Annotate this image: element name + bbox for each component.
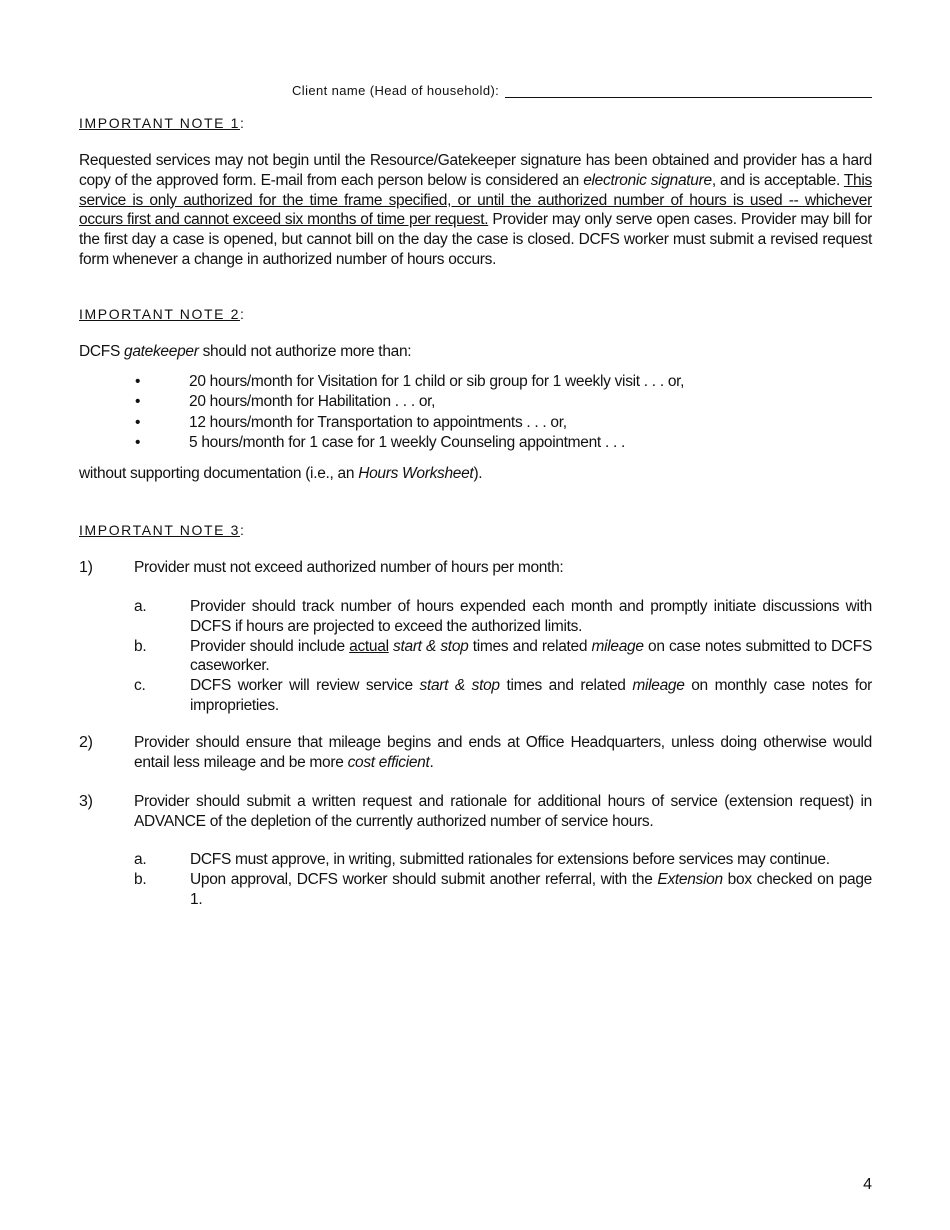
- list-item: [79, 372, 872, 392]
- note1-text-e: Provider may only serve open cases. Provider may bill for the first day a case is opened, but cannot bill on the day the case is closed. DCFS worker must submit a revised request form whenever a change in authorized number of hours occurs.: [79, 211, 872, 268]
- note3-item-1: [79, 558, 872, 578]
- sub-item-letter: a.: [134, 598, 147, 615]
- item-text: Provider must not exceed authorized number of hours per month:: [134, 559, 564, 576]
- list-item: [79, 413, 872, 433]
- page-number: 4: [863, 1176, 872, 1193]
- bullet-icon: •: [135, 434, 141, 452]
- note1-heading: IMPORTANT NOTE 1:: [79, 115, 246, 131]
- list-item: [79, 433, 872, 453]
- text-run: times and related: [468, 637, 592, 655]
- note1-text-a: Requested services may not begin until the Resource/Gatekeeper signature has been obtained and provider has a hard copy of the approved form. E-mail from each person below is considered an: [79, 152, 872, 189]
- note1-text-b: electronic signature: [583, 171, 712, 189]
- text-run: Upon approval, DCFS worker should submit another referral, with the: [190, 870, 658, 888]
- sub-item-letter: a.: [134, 851, 147, 868]
- note2-outro-b: Hours Worksheet: [358, 465, 474, 482]
- note1-text-c: , and is acceptable.: [711, 171, 844, 189]
- note1-paragraph: [79, 151, 872, 270]
- note3-heading: IMPORTANT NOTE 3:: [79, 522, 246, 538]
- sub-item-letter: c.: [134, 677, 146, 695]
- note2-outro: [79, 464, 872, 484]
- text-run: DCFS worker will review service: [190, 677, 420, 695]
- text-run-italic: start & stop: [419, 677, 500, 695]
- note3-item-3: [79, 792, 872, 832]
- sub-item-text: [190, 676, 872, 716]
- sub-item-text: DCFS must approve, in writing, submitted rationales for extensions before services may continue.: [190, 851, 830, 868]
- note2-intro: [79, 342, 872, 362]
- note3-item-1-sublist: [134, 597, 872, 716]
- note2-intro-b: gatekeeper: [124, 343, 199, 360]
- note1-heading-text: IMPORTANT NOTE 1: [79, 115, 240, 131]
- text-run: Provider should ensure that mileage begins and ends at Office Headquarters, unless doing otherwise would entail less mileage and be more: [134, 734, 872, 771]
- note2-intro-a: DCFS: [79, 343, 125, 360]
- item-text: Provider should submit a written request and rationale for additional hours of service (extension request) in ADVANCE of the depletion of the currently authorized number of service hours.: [134, 793, 872, 830]
- text-run: Provider should include: [190, 637, 350, 655]
- sub-item-letter: b.: [134, 637, 147, 655]
- sub-item-a: [134, 850, 872, 870]
- item-number: 1): [79, 559, 93, 576]
- bullet-text: 20 hours/month for Visitation for 1 child or sib group for 1 weekly visit . . . or,: [189, 373, 685, 390]
- note3-item-3-sublist: [134, 850, 872, 909]
- text-run-italic: mileage: [632, 677, 685, 695]
- note3-item-2: [79, 733, 872, 773]
- bullet-icon: •: [135, 393, 141, 411]
- text-run-underlined: actual: [349, 637, 389, 655]
- text-run-italic: start & stop: [393, 637, 469, 655]
- sub-item-b: [134, 870, 872, 910]
- sub-item-letter: b.: [134, 870, 147, 888]
- note3-heading-text: IMPORTANT NOTE 3: [79, 522, 240, 538]
- note2-intro-c: should not authorize more than:: [198, 343, 412, 360]
- text-run-italic: Extension: [657, 870, 723, 888]
- note2-outro-a: without supporting documentation (i.e., an: [79, 465, 359, 482]
- bullet-text: 5 hours/month for 1 case for 1 weekly Counseling appointment . . .: [189, 434, 625, 452]
- sub-item-c: [134, 676, 872, 716]
- bullet-icon: •: [135, 373, 141, 390]
- list-item: [79, 392, 872, 412]
- text-run: on case notes submitted to DCFS caseworker.: [190, 637, 873, 675]
- sub-item-text: [190, 870, 872, 910]
- item-number: 3): [79, 793, 93, 810]
- note2-outro-c: ).: [473, 465, 483, 482]
- sub-item-b: [134, 637, 872, 677]
- note2-bullet-list: [79, 372, 872, 454]
- note2-heading: IMPORTANT NOTE 2:: [79, 306, 246, 322]
- item-number: 2): [79, 734, 93, 751]
- sub-item-text: Provider should track number of hours expended each month and promptly initiate discussions with DCFS if hours are projected to exceed the authorized limits.: [190, 598, 872, 635]
- client-name-blank-line: [505, 82, 872, 98]
- text-run-italic: cost efficient: [347, 753, 430, 771]
- text-run: times and related: [499, 677, 633, 695]
- bullet-text: 12 hours/month for Transportation to appointments . . . or,: [189, 413, 567, 431]
- note2-heading-text: IMPORTANT NOTE 2: [79, 306, 240, 322]
- text-run: box checked on page 1.: [190, 870, 872, 908]
- note1-text-underlined: This service is only authorized for the time frame specified, or until the authorized number of hours is used -- whichever occurs first and cannot exceed six months of time per request.: [79, 171, 872, 229]
- client-name-field: [292, 78, 872, 98]
- sub-item-a: [134, 597, 872, 637]
- bullet-icon: •: [135, 413, 141, 431]
- client-name-label: Client name (Head of household):: [292, 83, 500, 98]
- item-text: [134, 733, 872, 773]
- text-run: on monthly case notes for improprieties.: [190, 677, 873, 714]
- bullet-text: 20 hours/month for Habilitation . . . or,: [189, 393, 436, 411]
- sub-item-text: [190, 637, 872, 677]
- text-run: .: [429, 753, 434, 771]
- text-run-italic: mileage: [591, 637, 644, 655]
